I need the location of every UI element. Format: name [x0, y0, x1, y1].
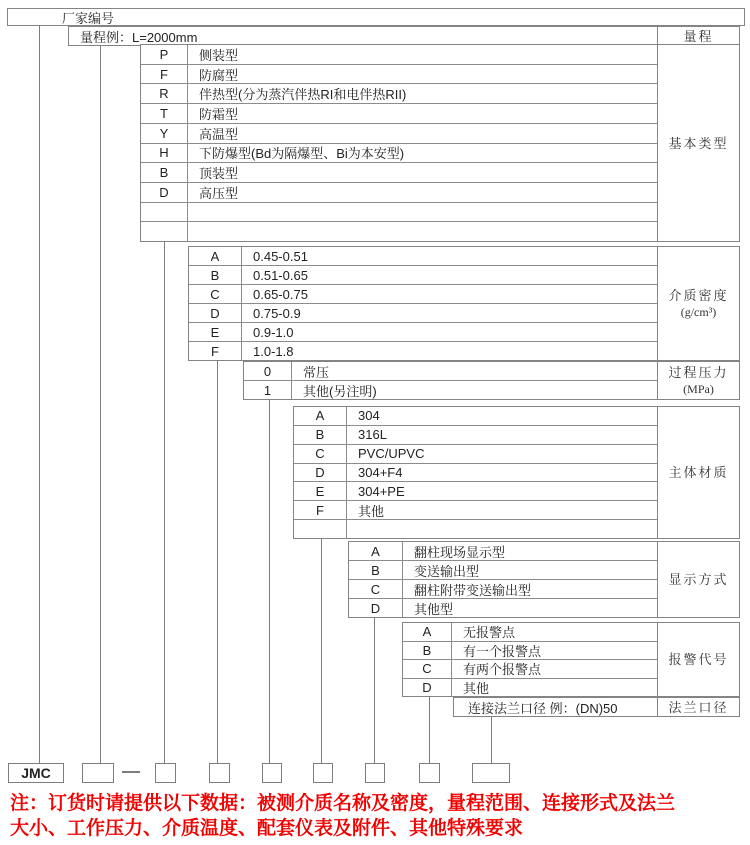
basic-type-table: [140, 44, 740, 242]
row-code: R: [141, 84, 188, 103]
table-row: [69, 27, 657, 45]
row-code: A: [189, 247, 242, 265]
row-desc: 侧装型: [199, 47, 239, 63]
row-desc: 0.45-0.51: [253, 248, 308, 264]
row-code: F: [141, 65, 188, 84]
row-desc: 伴热型(分为蒸汽伴热RI和电伴热RII): [199, 87, 407, 103]
row-code: A: [403, 623, 452, 641]
code-box-material: [313, 763, 333, 783]
medium-density-label-text: 介质密度: [668, 287, 729, 303]
alarm-code-label-text: 报警代号: [668, 652, 729, 667]
code-box-flange: [472, 763, 510, 783]
table-row: [294, 463, 657, 482]
row-desc: 304: [358, 408, 380, 424]
ordering-note: [10, 791, 746, 841]
table-row: [189, 247, 657, 265]
row-desc: 防霜型: [199, 106, 239, 122]
row-desc: 0.9-1.0: [253, 324, 294, 340]
row-desc: 0.65-0.75: [253, 286, 308, 302]
row-code: E: [294, 482, 347, 500]
row-code: F: [189, 342, 242, 360]
table-row: [403, 623, 657, 641]
row-desc: 0.75-0.9: [253, 305, 301, 321]
table-row: [403, 678, 657, 697]
table-row: [141, 221, 657, 241]
table-row: [244, 380, 657, 399]
process-pressure-label: [657, 362, 739, 399]
row-code: P: [141, 45, 188, 64]
row-desc: PVC/UPVC: [358, 446, 425, 462]
process-pressure-table: [243, 361, 740, 400]
alarm-code-label: [657, 623, 739, 696]
row-code: E: [189, 323, 242, 341]
row-desc: 常压: [303, 364, 330, 380]
row-code: D: [141, 183, 188, 202]
table-row: [141, 103, 657, 123]
display-mode-table: [348, 541, 740, 618]
table-row: [189, 284, 657, 303]
code-box-range: [82, 763, 114, 783]
row-code: B: [349, 561, 403, 579]
display-mode-label-text: 显示方式: [668, 572, 729, 587]
row-code: C: [403, 660, 452, 678]
medium-density-label: [657, 247, 739, 360]
flange-size-text: 连接法兰口径 例：(DN)50: [468, 700, 618, 716]
row-code: C: [189, 285, 242, 303]
table-row: [141, 143, 657, 163]
flange-size-label-text: 法兰口径: [668, 699, 729, 715]
row-desc: 其他: [463, 680, 490, 696]
row-desc: 翻柱现场显示型: [414, 544, 506, 560]
table-row: [141, 83, 657, 103]
connector-line-flange: [491, 716, 492, 763]
connector-line-density: [217, 360, 218, 763]
row-code: D: [189, 304, 242, 322]
basic-type-label-text: 基本类型: [668, 135, 729, 151]
connector-line-basic-type: [164, 241, 165, 763]
code-box-alarm: [419, 763, 440, 783]
table-row: [141, 64, 657, 84]
row-code: D: [403, 679, 452, 697]
table-row: [294, 407, 657, 425]
ordering-note-line1: 注：订货时请提供以下数据：被测介质名称及密度，量程范围、连接形式及法兰: [10, 793, 676, 814]
basic-type-label: [657, 45, 739, 241]
flange-size-label: [657, 698, 739, 716]
body-material-table: [293, 406, 740, 539]
row-code: C: [294, 445, 347, 463]
table-row: [141, 162, 657, 182]
range-example-text: 量程例：L=2000mm: [80, 29, 198, 45]
medium-density-table: [188, 246, 740, 361]
row-desc: 变送输出型: [414, 563, 480, 579]
factory-number-row: [7, 8, 745, 26]
row-code: [294, 520, 347, 538]
row-code: [141, 222, 188, 241]
row-code: 0: [244, 362, 292, 380]
row-code: A: [294, 407, 347, 425]
table-row: [189, 265, 657, 284]
factory-number-label: 厂家编号: [62, 10, 115, 26]
row-code: T: [141, 104, 188, 123]
row-code: D: [349, 599, 403, 617]
row-desc: 有两个报警点: [463, 662, 542, 678]
table-row: [141, 123, 657, 143]
medium-density-unit: (g/cm³): [680, 304, 717, 319]
row-desc: 顶装型: [199, 166, 239, 182]
row-code: B: [141, 163, 188, 182]
row-desc: 其他(另注明): [303, 383, 377, 399]
row-code: H: [141, 144, 188, 163]
row-code: D: [294, 464, 347, 482]
connector-line-range: [100, 45, 101, 763]
connector-line-factory: [39, 25, 40, 763]
range-row: [68, 26, 740, 46]
table-row: [141, 202, 657, 222]
row-desc: 高温型: [199, 126, 239, 142]
row-code: [141, 203, 188, 222]
row-code: C: [349, 580, 403, 598]
dash-separator: [122, 771, 140, 773]
table-row: [294, 425, 657, 444]
alarm-code-table: [402, 622, 740, 697]
connector-line-display: [374, 617, 375, 763]
table-row: [189, 322, 657, 341]
table-row: [189, 303, 657, 322]
row-desc: 高压型: [199, 185, 239, 201]
row-desc: 316L: [358, 427, 387, 443]
table-row: [294, 519, 657, 538]
row-desc: 其他型: [414, 601, 454, 617]
row-code: B: [403, 642, 452, 660]
table-row: [294, 481, 657, 500]
table-row: [141, 182, 657, 202]
display-mode-label: [657, 542, 739, 617]
code-box-density: [209, 763, 230, 783]
table-row: [349, 560, 657, 579]
code-box-basic-type: [155, 763, 176, 783]
process-pressure-label-text: 过程压力: [668, 364, 729, 380]
row-code: F: [294, 501, 347, 519]
table-row: [244, 362, 657, 380]
table-row: [189, 341, 657, 360]
row-code: B: [189, 266, 242, 284]
table-row: [349, 598, 657, 617]
row-code: Y: [141, 124, 188, 143]
table-row: [403, 659, 657, 678]
table-row: [349, 579, 657, 598]
flange-size-row: [453, 697, 740, 717]
row-desc: 304+PE: [358, 483, 405, 499]
range-label-text: 量程: [683, 28, 714, 44]
table-row: [349, 542, 657, 560]
body-material-label: [657, 407, 739, 538]
table-row: [8, 9, 744, 25]
row-desc: 0.51-0.65: [253, 267, 308, 283]
row-desc: 翻柱附带变送输出型: [414, 582, 532, 598]
model-prefix-box: JMC: [8, 763, 64, 783]
code-box-display: [365, 763, 385, 783]
table-row: [294, 444, 657, 463]
table-row: [294, 500, 657, 519]
range-label: [657, 27, 739, 45]
ordering-note-line2: 大小、工作压力、介质温度、配套仪表及附件、其他特殊要求: [10, 818, 524, 839]
table-row: [141, 45, 657, 64]
body-material-label-text: 主体材质: [668, 465, 729, 480]
table-row: [403, 641, 657, 660]
connector-line-alarm: [429, 696, 430, 763]
row-desc: 防腐型: [199, 67, 239, 83]
row-desc: 有一个报警点: [463, 643, 542, 659]
table-row: [454, 698, 657, 716]
row-desc: 1.0-1.8: [253, 343, 294, 359]
process-pressure-unit: (MPa): [683, 381, 714, 396]
connector-line-pressure: [269, 399, 270, 763]
row-desc: 304+F4: [358, 465, 403, 480]
row-code: A: [349, 542, 403, 560]
row-code: B: [294, 426, 347, 444]
connector-line-material: [321, 538, 322, 763]
row-desc: 下防爆型(Bd为隔爆型、Bi为本安型): [199, 146, 405, 162]
row-desc: 无报警点: [463, 625, 516, 641]
row-code: 1: [244, 381, 292, 399]
code-box-pressure: [262, 763, 282, 783]
row-desc: 其他: [358, 503, 385, 519]
